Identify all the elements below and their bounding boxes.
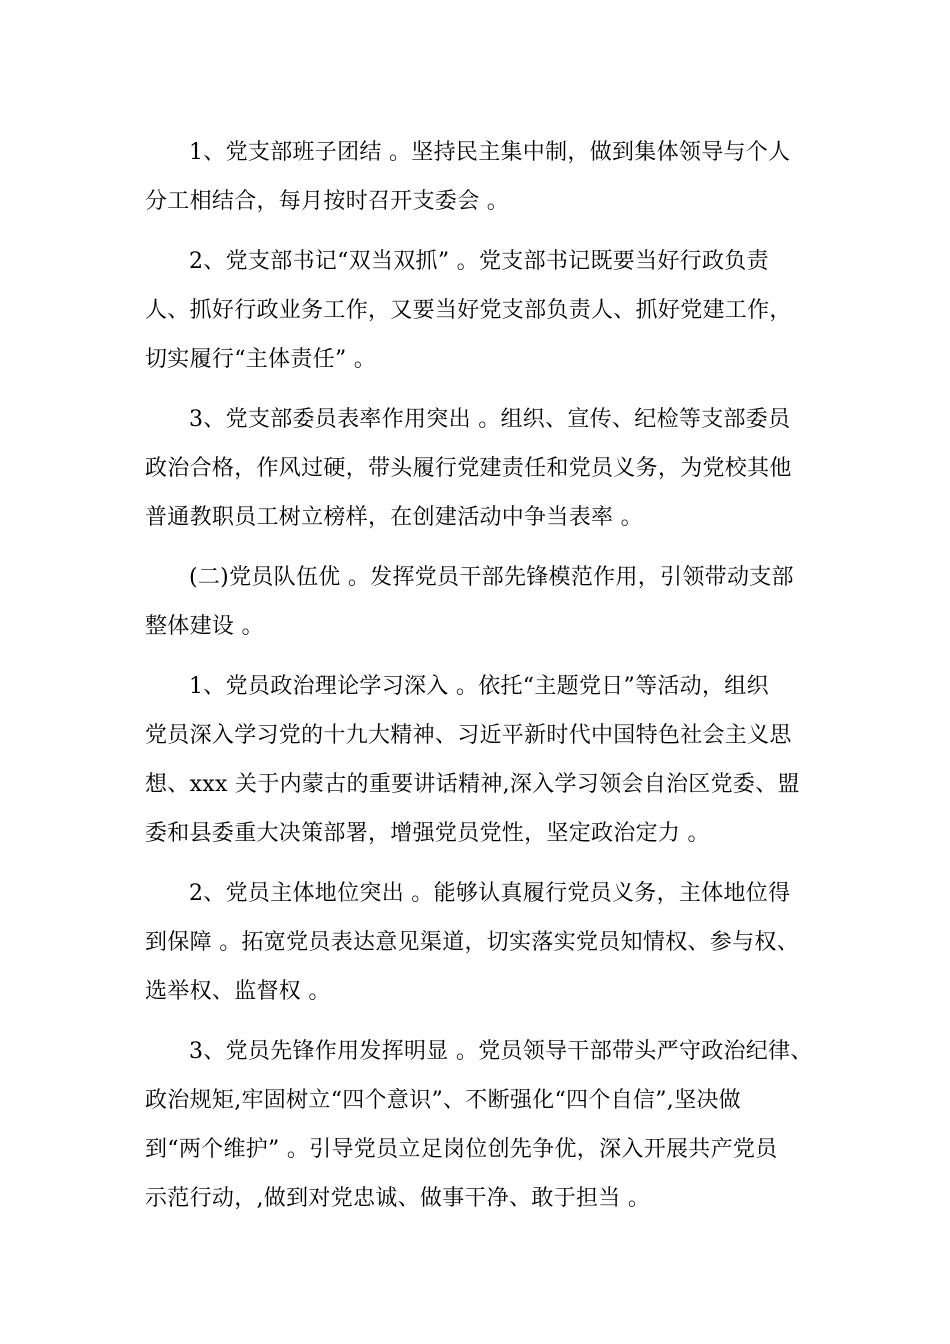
paragraph: [145, 662, 805, 858]
text-line: 到保障 。拓宽党员表达意见渠道，切实落实党员知情权、参与权、: [145, 930, 799, 955]
text-line: 政治规矩,牢固树立“四个意识”、不断强化“四个自信”,坚决做: [145, 1088, 741, 1113]
text-line: 党员深入学习党的十九大精神、习近平新时代中国特色社会主义思: [145, 723, 792, 748]
paragraph: [145, 869, 805, 1016]
text-line: 选举权、监督权 。: [145, 979, 331, 1004]
text-line: 3、党员先锋作用发挥明显 。党员领导干部带头严守政治纪律、: [189, 1039, 813, 1064]
text-line: 到“两个维护” 。引导党员立足岗位创先争优，深入开展共产党员: [145, 1137, 778, 1162]
text-line: 切实履行“主体责任” 。: [145, 347, 377, 372]
text-line: 委和县委重大决策部署，增强党员党性，坚定政治定力 。: [145, 821, 710, 846]
paragraph: [145, 1027, 813, 1223]
document-body: [145, 128, 813, 1223]
paragraph: [145, 237, 805, 384]
text-line: 分工相结合，每月按时召开支委会 。: [145, 189, 510, 214]
paragraph: [145, 128, 805, 226]
paragraph: [145, 553, 805, 651]
text-line: 普通教职员工树立榜样，在创建活动中争当表率 。: [145, 505, 643, 530]
text-line: (二)党员队伍优 。发挥党员干部先锋模范作用，引领带动支部: [189, 565, 794, 590]
text-line: 政治合格，作风过硬，带头履行党建责任和党员义务，为党校其他: [145, 456, 792, 481]
text-line: 2、党支部书记“双当双抓” 。党支部书记既要当好行政负责: [189, 249, 769, 274]
text-line: 1、党员政治理论学习深入 。依托“主题党日”等活动，组织: [189, 674, 769, 699]
text-line: 3、党支部委员表率作用突出 。组织、宣传、纪检等支部委员: [189, 407, 791, 432]
text-line: 示范行动，,做到对党忠诚、做事干净、敢于担当 。: [145, 1186, 651, 1211]
text-line: 想、xxx 关于内蒙古的重要讲话精神,深入学习领会自治区党委、盟: [145, 772, 800, 797]
text-line: 2、党员主体地位突出 。能够认真履行党员义务，主体地位得: [189, 881, 791, 906]
text-line: 1、党支部班子团结 。坚持民主集中制，做到集体领导与个人: [189, 140, 791, 165]
paragraph: [145, 395, 805, 542]
text-line: 整体建设 。: [145, 614, 264, 639]
text-line: 人、抓好行政业务工作，又要当好党支部负责人、抓好党建工作，: [145, 298, 792, 323]
